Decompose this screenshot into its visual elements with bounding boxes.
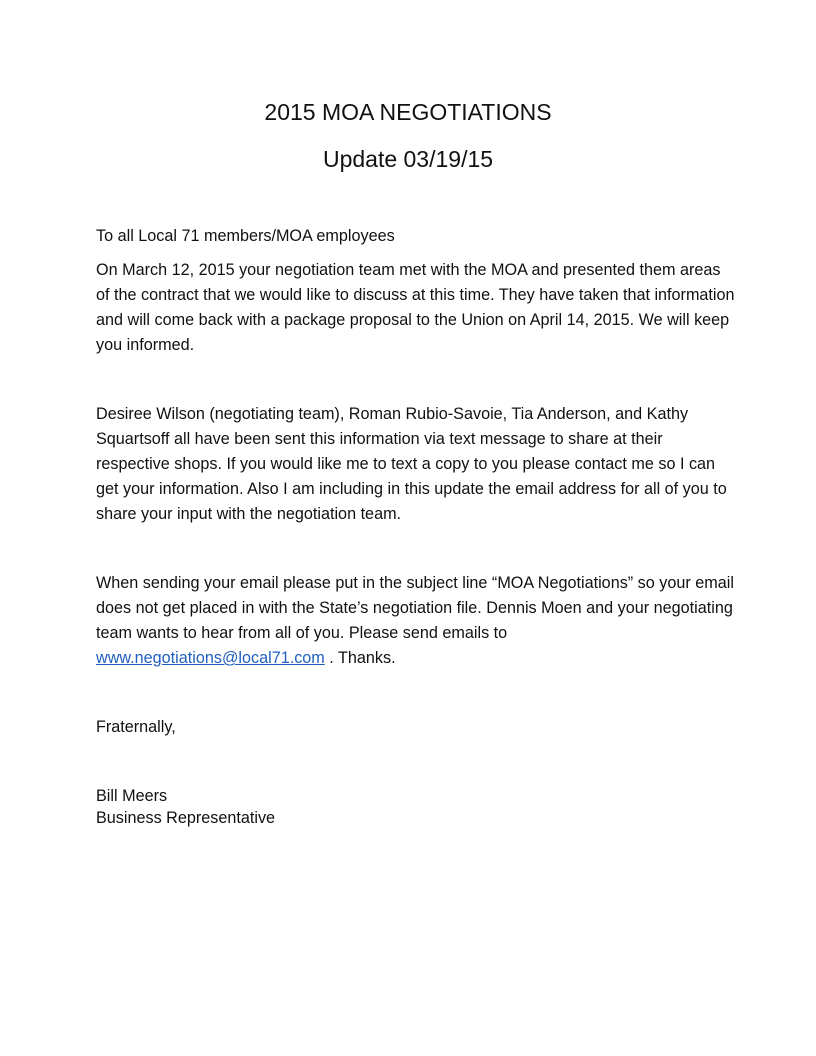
closing: Fraternally, xyxy=(96,718,176,736)
document-title: 2015 MOA NEGOTIATIONS xyxy=(264,99,552,125)
signature-title: Business Representative xyxy=(96,809,276,827)
negotiations-email-link[interactable]: www.negotiations@local71.com xyxy=(96,649,325,667)
signature-block xyxy=(96,785,275,829)
email-instructions-end: . Thanks. xyxy=(324,649,396,667)
salutation: To all Local 71 members/MOA employees xyxy=(96,227,395,245)
document-subtitle: Update 03/19/15 xyxy=(322,146,494,172)
paragraph-meeting-update: On March 12, 2015 your negotiation team met with the MOA and presented them areas of the contract that we would like to discuss at this time. They have taken that information and will come back with a package proposal to the Union on April 14, 2015. We will keep you informed. xyxy=(96,261,735,354)
email-instructions-text: When sending your email please put in the subject line “MOA Negotiations” so your email does not get placed in with the State’s negotiation file. Dennis Moen and your negotiating team wants to hear from all of you. Please send emails to xyxy=(96,574,734,642)
paragraph-email-instructions xyxy=(96,571,736,671)
paragraph-team-contacts: Desiree Wilson (negotiating team), Roman Rubio-Savoie, Tia Anderson, and Kathy Squartsoff all have been sent this information via text message to share at their respective shops. If you would like me to text a copy to you please contact me so I can get your information. Also I am including in this update the email address for all of you to share your input with the negotiation team. xyxy=(96,405,727,523)
signature-name: Bill Meers xyxy=(96,787,168,805)
